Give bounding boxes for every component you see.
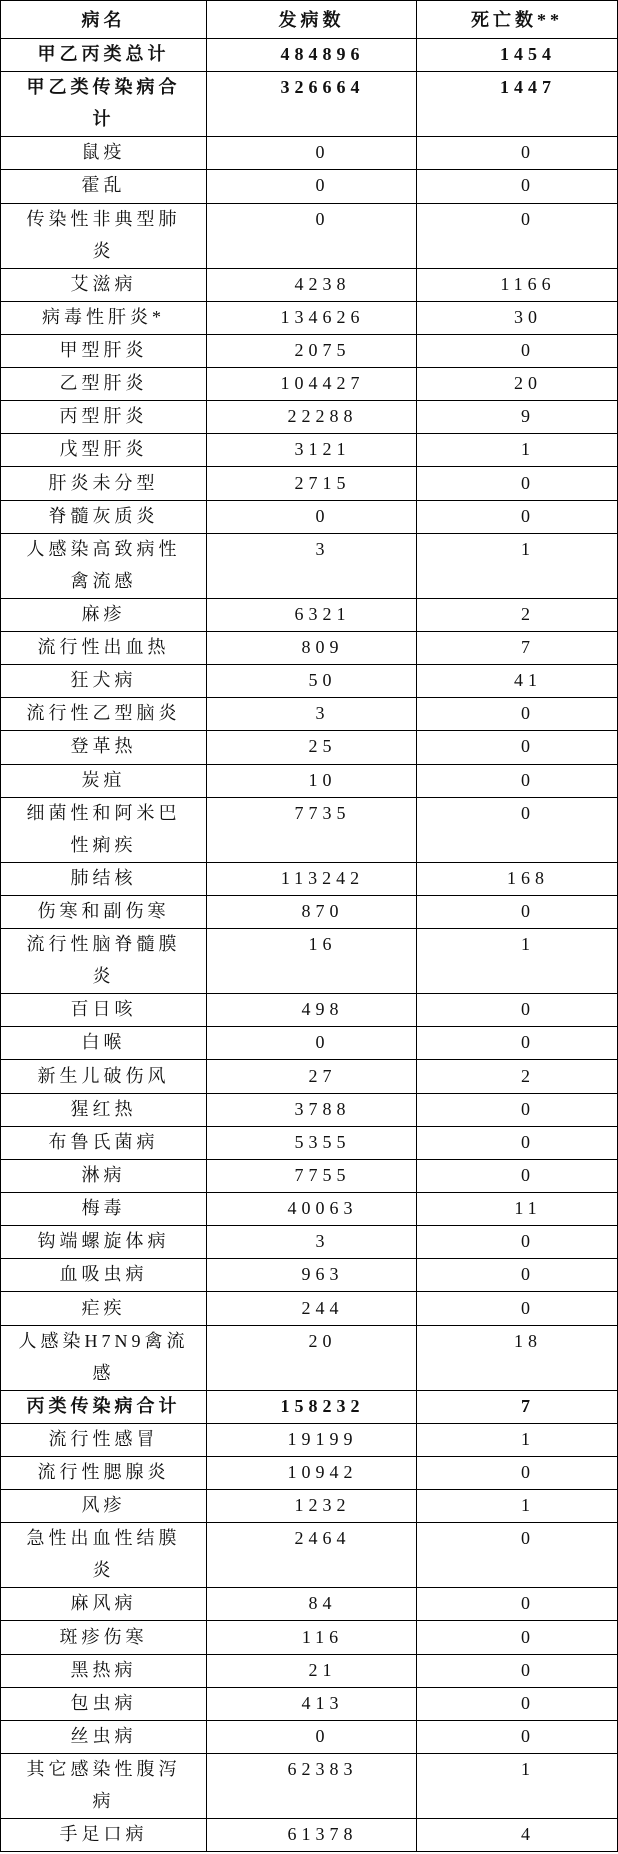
cases-cell: 27: [207, 1060, 417, 1093]
disease-name-cell: 细菌性和阿米巴性痢疾: [1, 798, 207, 863]
table-row: [1, 368, 618, 401]
cases-cell: 19199: [207, 1424, 417, 1457]
cases-cell: 413: [207, 1688, 417, 1721]
table-row: [1, 401, 618, 434]
deaths-cell: 0: [417, 1688, 618, 1721]
cases-cell: 326664: [207, 72, 417, 137]
disease-name-cell: 甲型肝炎: [1, 335, 207, 368]
disease-name-cell: 猩红热: [1, 1094, 207, 1127]
table-row: [1, 1292, 618, 1325]
cases-cell: 809: [207, 632, 417, 665]
deaths-cell: 1: [417, 1424, 618, 1457]
deaths-cell: 0: [417, 698, 618, 731]
cases-cell: 484896: [207, 39, 417, 72]
disease-name-cell: 布鲁氏菌病: [1, 1127, 207, 1160]
table-row: [1, 929, 618, 994]
table-row: [1, 534, 618, 599]
table-row: [1, 599, 618, 632]
cases-cell: 963: [207, 1259, 417, 1292]
disease-name-cell: 流行性腮腺炎: [1, 1457, 207, 1490]
disease-name-cell: 麻风病: [1, 1588, 207, 1621]
disease-name-cell: 炭疽: [1, 765, 207, 798]
disease-name-cell: 流行性脑脊髓膜炎: [1, 929, 207, 994]
table-row: [1, 1457, 618, 1490]
deaths-cell: 0: [417, 1292, 618, 1325]
deaths-cell: 0: [417, 501, 618, 534]
table-row: [1, 137, 618, 170]
table-row: [1, 1655, 618, 1688]
deaths-cell: 0: [417, 170, 618, 203]
deaths-cell: 2: [417, 1060, 618, 1093]
table-total-row: [1, 72, 618, 137]
deaths-cell: 41: [417, 665, 618, 698]
deaths-cell: 0: [417, 1259, 618, 1292]
disease-name-cell: 血吸虫病: [1, 1259, 207, 1292]
disease-name-cell: 流行性出血热: [1, 632, 207, 665]
disease-name-cell: 人感染H7N9禽流感: [1, 1326, 207, 1391]
disease-name-cell: 人感染高致病性禽流感: [1, 534, 207, 599]
deaths-cell: 20: [417, 368, 618, 401]
cases-cell: 10: [207, 765, 417, 798]
disease-name-cell: 肺结核: [1, 863, 207, 896]
cases-cell: 5355: [207, 1127, 417, 1160]
cases-cell: 113242: [207, 863, 417, 896]
cases-cell: 244: [207, 1292, 417, 1325]
disease-name-cell: 戊型肝炎: [1, 434, 207, 467]
cases-cell: 62383: [207, 1754, 417, 1819]
deaths-cell: 0: [417, 1226, 618, 1259]
cases-cell: 0: [207, 501, 417, 534]
deaths-cell: 11: [417, 1193, 618, 1226]
cases-cell: 3: [207, 1226, 417, 1259]
table-row: [1, 665, 618, 698]
deaths-cell: 0: [417, 137, 618, 170]
disease-name-cell: 伤寒和副伤寒: [1, 896, 207, 929]
table-row: [1, 1326, 618, 1391]
table-row: [1, 302, 618, 335]
disease-name-cell: 乙型肝炎: [1, 368, 207, 401]
cases-cell: 84: [207, 1588, 417, 1621]
table-row: [1, 1490, 618, 1523]
cases-cell: 1232: [207, 1490, 417, 1523]
disease-name-cell: 病毒性肝炎*: [1, 302, 207, 335]
table-row: [1, 1226, 618, 1259]
deaths-cell: 0: [417, 1621, 618, 1654]
disease-name-cell: 新生儿破伤风: [1, 1060, 207, 1093]
cases-cell: 116: [207, 1621, 417, 1654]
deaths-cell: 9: [417, 401, 618, 434]
table-header: [1, 1, 618, 39]
cases-cell: 0: [207, 170, 417, 203]
cases-cell: 10942: [207, 1457, 417, 1490]
cases-cell: 3788: [207, 1094, 417, 1127]
table-row: [1, 467, 618, 500]
disease-name-cell: 丙型肝炎: [1, 401, 207, 434]
deaths-cell: 0: [417, 204, 618, 269]
deaths-cell: 0: [417, 994, 618, 1027]
deaths-cell: 2: [417, 599, 618, 632]
disease-name-cell: 流行性乙型脑炎: [1, 698, 207, 731]
table-row: [1, 1160, 618, 1193]
deaths-cell: 0: [417, 1127, 618, 1160]
disease-name-cell: 其它感染性腹泻病: [1, 1754, 207, 1819]
table-row: [1, 501, 618, 534]
cases-cell: 6321: [207, 599, 417, 632]
cases-cell: 2075: [207, 335, 417, 368]
table-row: [1, 170, 618, 203]
disease-name-cell: 甲乙丙类总计: [1, 39, 207, 72]
deaths-cell: 1: [417, 1490, 618, 1523]
table-total-row: [1, 1391, 618, 1424]
disease-name-cell: 百日咳: [1, 994, 207, 1027]
deaths-cell: 18: [417, 1326, 618, 1391]
disease-name-cell: 风疹: [1, 1490, 207, 1523]
disease-name-cell: 艾滋病: [1, 269, 207, 302]
deaths-cell: 7: [417, 1391, 618, 1424]
disease-name-cell: 斑疹伤寒: [1, 1621, 207, 1654]
deaths-cell: 1454: [417, 39, 618, 72]
table-row: [1, 1424, 618, 1457]
table-row: [1, 1588, 618, 1621]
disease-name-cell: 包虫病: [1, 1688, 207, 1721]
table-row: [1, 1027, 618, 1060]
disease-name-cell: 传染性非典型肺炎: [1, 204, 207, 269]
table-row: [1, 798, 618, 863]
header-disease-name: 病名: [1, 1, 207, 39]
deaths-cell: 0: [417, 1588, 618, 1621]
disease-name-cell: 脊髓灰质炎: [1, 501, 207, 534]
cases-cell: 0: [207, 1027, 417, 1060]
cases-cell: 25: [207, 731, 417, 764]
cases-cell: 3121: [207, 434, 417, 467]
deaths-cell: 0: [417, 1457, 618, 1490]
cases-cell: 104427: [207, 368, 417, 401]
cases-cell: 2715: [207, 467, 417, 500]
deaths-cell: 1: [417, 1754, 618, 1819]
table-row: [1, 1523, 618, 1588]
disease-name-cell: 白喉: [1, 1027, 207, 1060]
table-row: [1, 1094, 618, 1127]
disease-name-cell: 流行性感冒: [1, 1424, 207, 1457]
cases-cell: 3: [207, 698, 417, 731]
disease-name-cell: 手足口病: [1, 1819, 207, 1852]
table-row: [1, 269, 618, 302]
header-deaths: 死亡数**: [417, 1, 618, 39]
disease-name-cell: 丝虫病: [1, 1721, 207, 1754]
table-row: [1, 765, 618, 798]
deaths-cell: 0: [417, 1160, 618, 1193]
deaths-cell: 4: [417, 1819, 618, 1852]
table-row: [1, 731, 618, 764]
deaths-cell: 7: [417, 632, 618, 665]
table-row: [1, 335, 618, 368]
disease-name-cell: 甲乙类传染病合计: [1, 72, 207, 137]
cases-cell: 134626: [207, 302, 417, 335]
disease-name-cell: 肝炎未分型: [1, 467, 207, 500]
disease-name-cell: 丙类传染病合计: [1, 1391, 207, 1424]
disease-name-cell: 梅毒: [1, 1193, 207, 1226]
table-row: [1, 698, 618, 731]
cases-cell: 21: [207, 1655, 417, 1688]
deaths-cell: 1166: [417, 269, 618, 302]
cases-cell: 158232: [207, 1391, 417, 1424]
table-row: [1, 1754, 618, 1819]
deaths-cell: 0: [417, 765, 618, 798]
cases-cell: 498: [207, 994, 417, 1027]
table-row: [1, 1127, 618, 1160]
table-row: [1, 434, 618, 467]
table-row: [1, 1621, 618, 1654]
deaths-cell: 1: [417, 929, 618, 994]
deaths-cell: 0: [417, 1094, 618, 1127]
table-row: [1, 204, 618, 269]
deaths-cell: 1447: [417, 72, 618, 137]
disease-name-cell: 淋病: [1, 1160, 207, 1193]
deaths-cell: 0: [417, 467, 618, 500]
table-row: [1, 863, 618, 896]
deaths-cell: 0: [417, 896, 618, 929]
table-row: [1, 1259, 618, 1292]
cases-cell: 4238: [207, 269, 417, 302]
cases-cell: 7755: [207, 1160, 417, 1193]
cases-cell: 40063: [207, 1193, 417, 1226]
cases-cell: 16: [207, 929, 417, 994]
disease-name-cell: 疟疾: [1, 1292, 207, 1325]
deaths-cell: 0: [417, 1523, 618, 1588]
table-row: [1, 1193, 618, 1226]
deaths-cell: 0: [417, 335, 618, 368]
cases-cell: 50: [207, 665, 417, 698]
disease-name-cell: 鼠疫: [1, 137, 207, 170]
cases-cell: 0: [207, 1721, 417, 1754]
cases-cell: 870: [207, 896, 417, 929]
disease-name-cell: 黑热病: [1, 1655, 207, 1688]
deaths-cell: 30: [417, 302, 618, 335]
cases-cell: 7735: [207, 798, 417, 863]
cases-cell: 2464: [207, 1523, 417, 1588]
cases-cell: 3: [207, 534, 417, 599]
cases-cell: 22288: [207, 401, 417, 434]
deaths-cell: 1: [417, 534, 618, 599]
disease-name-cell: 狂犬病: [1, 665, 207, 698]
cases-cell: 0: [207, 204, 417, 269]
table-row: [1, 1819, 618, 1852]
header-cases: 发病数: [207, 1, 417, 39]
table-row: [1, 994, 618, 1027]
cases-cell: 20: [207, 1326, 417, 1391]
table-row: [1, 1721, 618, 1754]
cases-cell: 0: [207, 137, 417, 170]
deaths-cell: 0: [417, 798, 618, 863]
deaths-cell: 0: [417, 1027, 618, 1060]
table-row: [1, 896, 618, 929]
disease-name-cell: 登革热: [1, 731, 207, 764]
disease-name-cell: 钩端螺旋体病: [1, 1226, 207, 1259]
disease-name-cell: 急性出血性结膜炎: [1, 1523, 207, 1588]
disease-name-cell: 麻疹: [1, 599, 207, 632]
table-row: [1, 632, 618, 665]
deaths-cell: 0: [417, 731, 618, 764]
disease-name-cell: 霍乱: [1, 170, 207, 203]
table-total-row: [1, 39, 618, 72]
table-row: [1, 1688, 618, 1721]
table-body: [1, 39, 618, 1852]
cases-cell: 61378: [207, 1819, 417, 1852]
deaths-cell: 1: [417, 434, 618, 467]
deaths-cell: 0: [417, 1721, 618, 1754]
deaths-cell: 168: [417, 863, 618, 896]
deaths-cell: 0: [417, 1655, 618, 1688]
table-row: [1, 1060, 618, 1093]
